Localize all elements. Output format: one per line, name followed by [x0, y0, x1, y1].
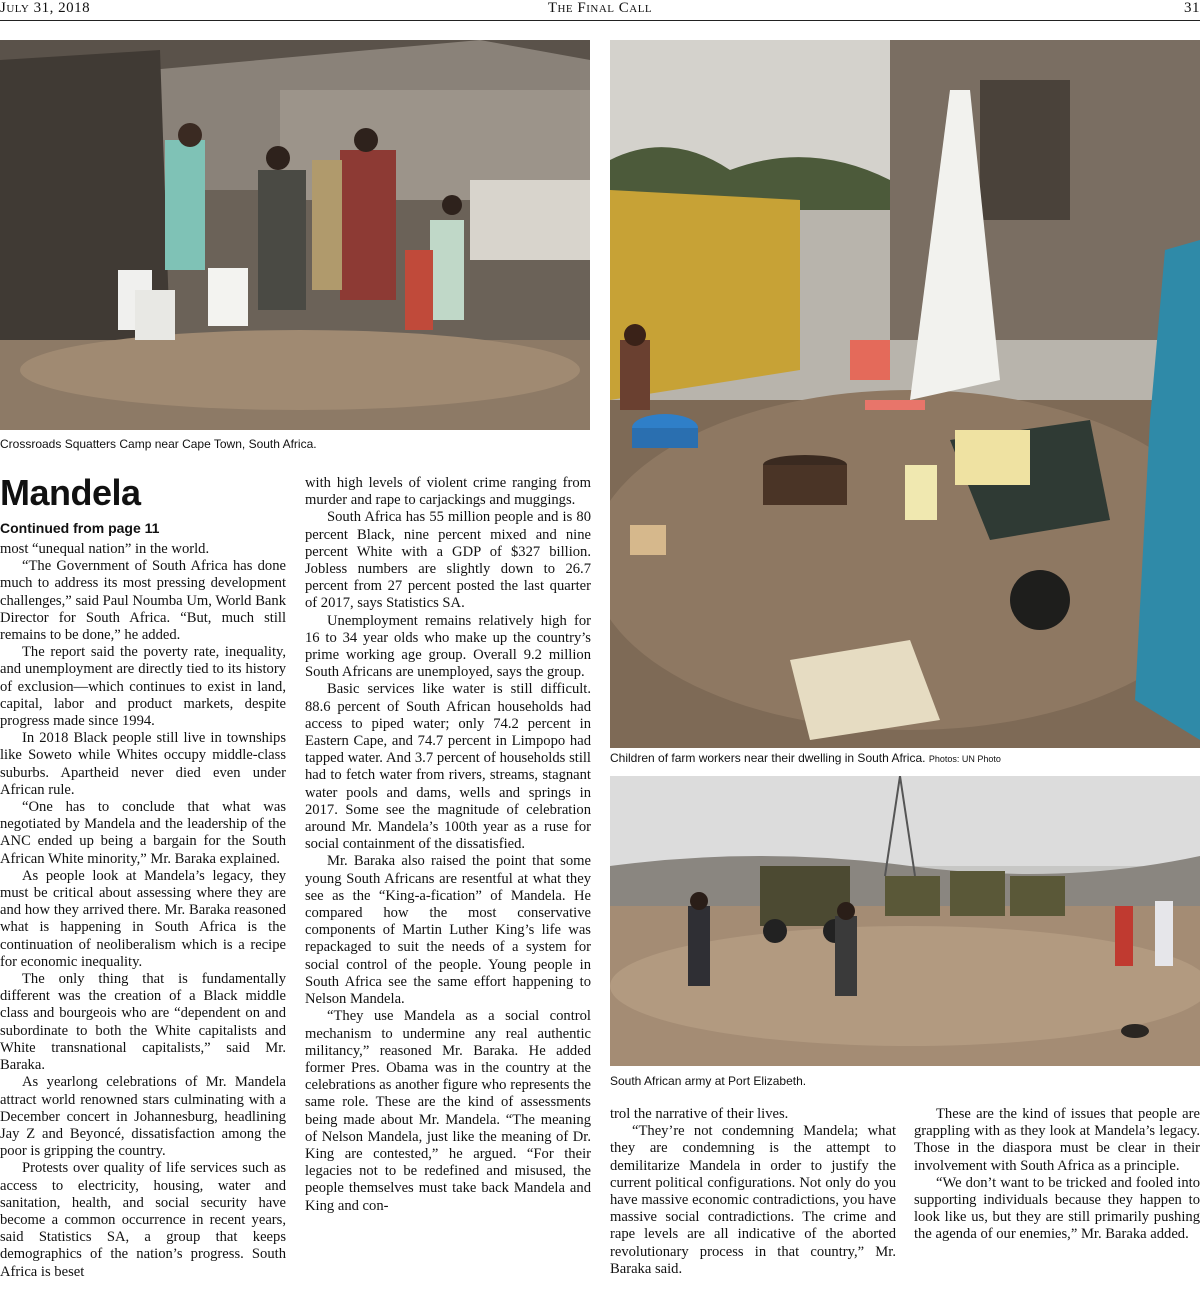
publication-name: The Final Call: [547, 0, 653, 16]
article-column-3: [610, 1106, 896, 1278]
continued-from-line: Continued from page 11: [0, 520, 160, 536]
paragraph: Mr. Baraka also raised the point that some young South Africans are resentful at what they see as the “King-a-fication” of Mandela. He compared how the most conservative components of Martin Luther King’s life was repackaged to suit the needs of a system for social control of the people. Young people in South Africa see the same effort happening to Nelson Mandela.: [305, 853, 591, 1008]
paragraph: Unemployment remains relatively high for 16 to 34 year olds who make up the country’s prime working age group. Overall 9.2 million South Africans are unemployed, says the group.: [305, 612, 591, 681]
paragraph: “They use Mandela as a social control mechanism to undermine any real authentic militancy,” reasoned Mr. Baraka. He added former Pres. Obama was in the country at the celebrations as another figure who represents the same role. These are the kind of assessments being made about Mr. Mandela. “The meaning of Nelson Mandela, just like the meaning of Dr. King are contested,” he argued. “For their legacies not to be redefined and misused, the people themselves must take back Mandela and King and con-: [305, 1008, 591, 1214]
crossroads-camp-photo: [0, 40, 590, 430]
army-photo-caption: South African army at Port Elizabeth.: [610, 1074, 807, 1088]
farm-workers-caption-text: Children of farm workers near their dwelling in South Africa.: [610, 751, 926, 765]
paragraph: “We don’t want to be tricked and fooled into supporting individuals because they happen to look like us, but they are still primarily pushing the agenda of our enemies,” Mr. Baraka added.: [914, 1174, 1200, 1243]
paragraph: trol the narrative of their lives.: [610, 1106, 789, 1122]
paragraph: “One has to conclude that what was negotiated by Mandela and the leadership of the ANC ended up being a bargain for the South African White minority,” Mr. Baraka explained.: [0, 799, 286, 867]
paragraph: In 2018 Black people still live in townships like Soweto while Whites occupy middle-class suburbs. Apartheid never died even under African rule.: [0, 730, 286, 798]
paragraph: “The Government of South Africa has done much to address its most pressing development challenges,” said Paul Noumba Um, World Bank Director for South Africa. “But, much still remains to be done,” he added.: [0, 558, 286, 644]
paragraph: most “unequal nation” in the world.: [0, 541, 210, 557]
paragraph: South Africa has 55 million people and is 80 percent Black, nine percent mixed and nine percent White with a GDP of $327 billion. Jobless numbers are slightly down to 26.7 percent from 27 percent posted the last quarter of 2017, says Statistics SA.: [305, 509, 591, 612]
paragraph: Protests over quality of life services such as access to electricity, housing, water and sanitation, health, and social security have become a common occurrence in recent years, said Statistics SA, a group that keeps demographics of the nation’s progress. South Africa is beset: [0, 1160, 286, 1280]
article-column-4: [914, 1106, 1200, 1244]
paragraph: with high levels of violent crime ranging from murder and rape to carjackings and muggings.: [305, 475, 591, 509]
paragraph: The only thing that is fundamentally different was the creation of a Black middle class and bourgeois who are “dependent on and subordinate to both the White capitalists and White transnational capitalists,” said Mr. Baraka.: [0, 971, 286, 1074]
page-number: 31: [1184, 0, 1200, 16]
article-headline: Mandela: [0, 472, 141, 513]
paragraph: The report said the poverty rate, inequality, and unemployment are directly tied to its history of exclusion—which continues to exist in land, capital, labor and product markets, despite progress made since 1994.: [0, 644, 286, 730]
article-column-1: [0, 473, 286, 1281]
crossroads-photo-caption: Crossroads Squatters Camp near Cape Town, South Africa.: [0, 437, 317, 451]
farm-workers-photo-caption: [610, 751, 1001, 766]
paragraph: As people look at Mandela’s legacy, they must be critical about assessing where they are and how they arrived there. Mr. Baraka reasoned what is happening in South Africa is the continuation of neoliberalism which is a recipe for economic inequality.: [0, 867, 286, 970]
page-header: [0, 0, 1200, 21]
farm-workers-photo: [610, 40, 1200, 748]
photo-credit: Photos: UN Photo: [928, 754, 1001, 764]
paragraph: “They’re not condemning Mandela; what they are condemning is the attempt to demilitarize Mandela in order to justify the current political configurations. Not only do you have massive economic contradictions, you have massive social contradictions. The crime and rape levels are all indicative of the aborted revolutionary process in that country,” Mr. Baraka said.: [610, 1123, 896, 1277]
army-photo: [610, 776, 1200, 1066]
issue-date: July 31, 2018: [0, 0, 91, 16]
paragraph: These are the kind of issues that people are grappling with as they look at Mandela’s legacy. Those in the diaspora must be clear in their involvement with South Africa as a principle.: [914, 1106, 1200, 1174]
paragraph: As yearlong celebrations of Mr. Mandela attract world renowned stars culminating with a December concert in Johannesburg, headlining Jay Z and Beyoncé, dissatisfaction among the poor is gripping the country.: [0, 1074, 286, 1160]
paragraph: Basic services like water is still difficult. 88.6 percent of South African households had access to piped water; only 74.2 percent in Eastern Cape, and 74.7 percent in Limpopo had tapped water. And 3.7 percent of households still had to fetch water from rivers, streams, stagnant water pools and dams, wells and springs in 2017. Some see the magnitude of celebration around Mr. Mandela’s 100th year as a ruse for social containment of the dissatisfied.: [305, 681, 591, 853]
article-column-2: [305, 475, 591, 1215]
